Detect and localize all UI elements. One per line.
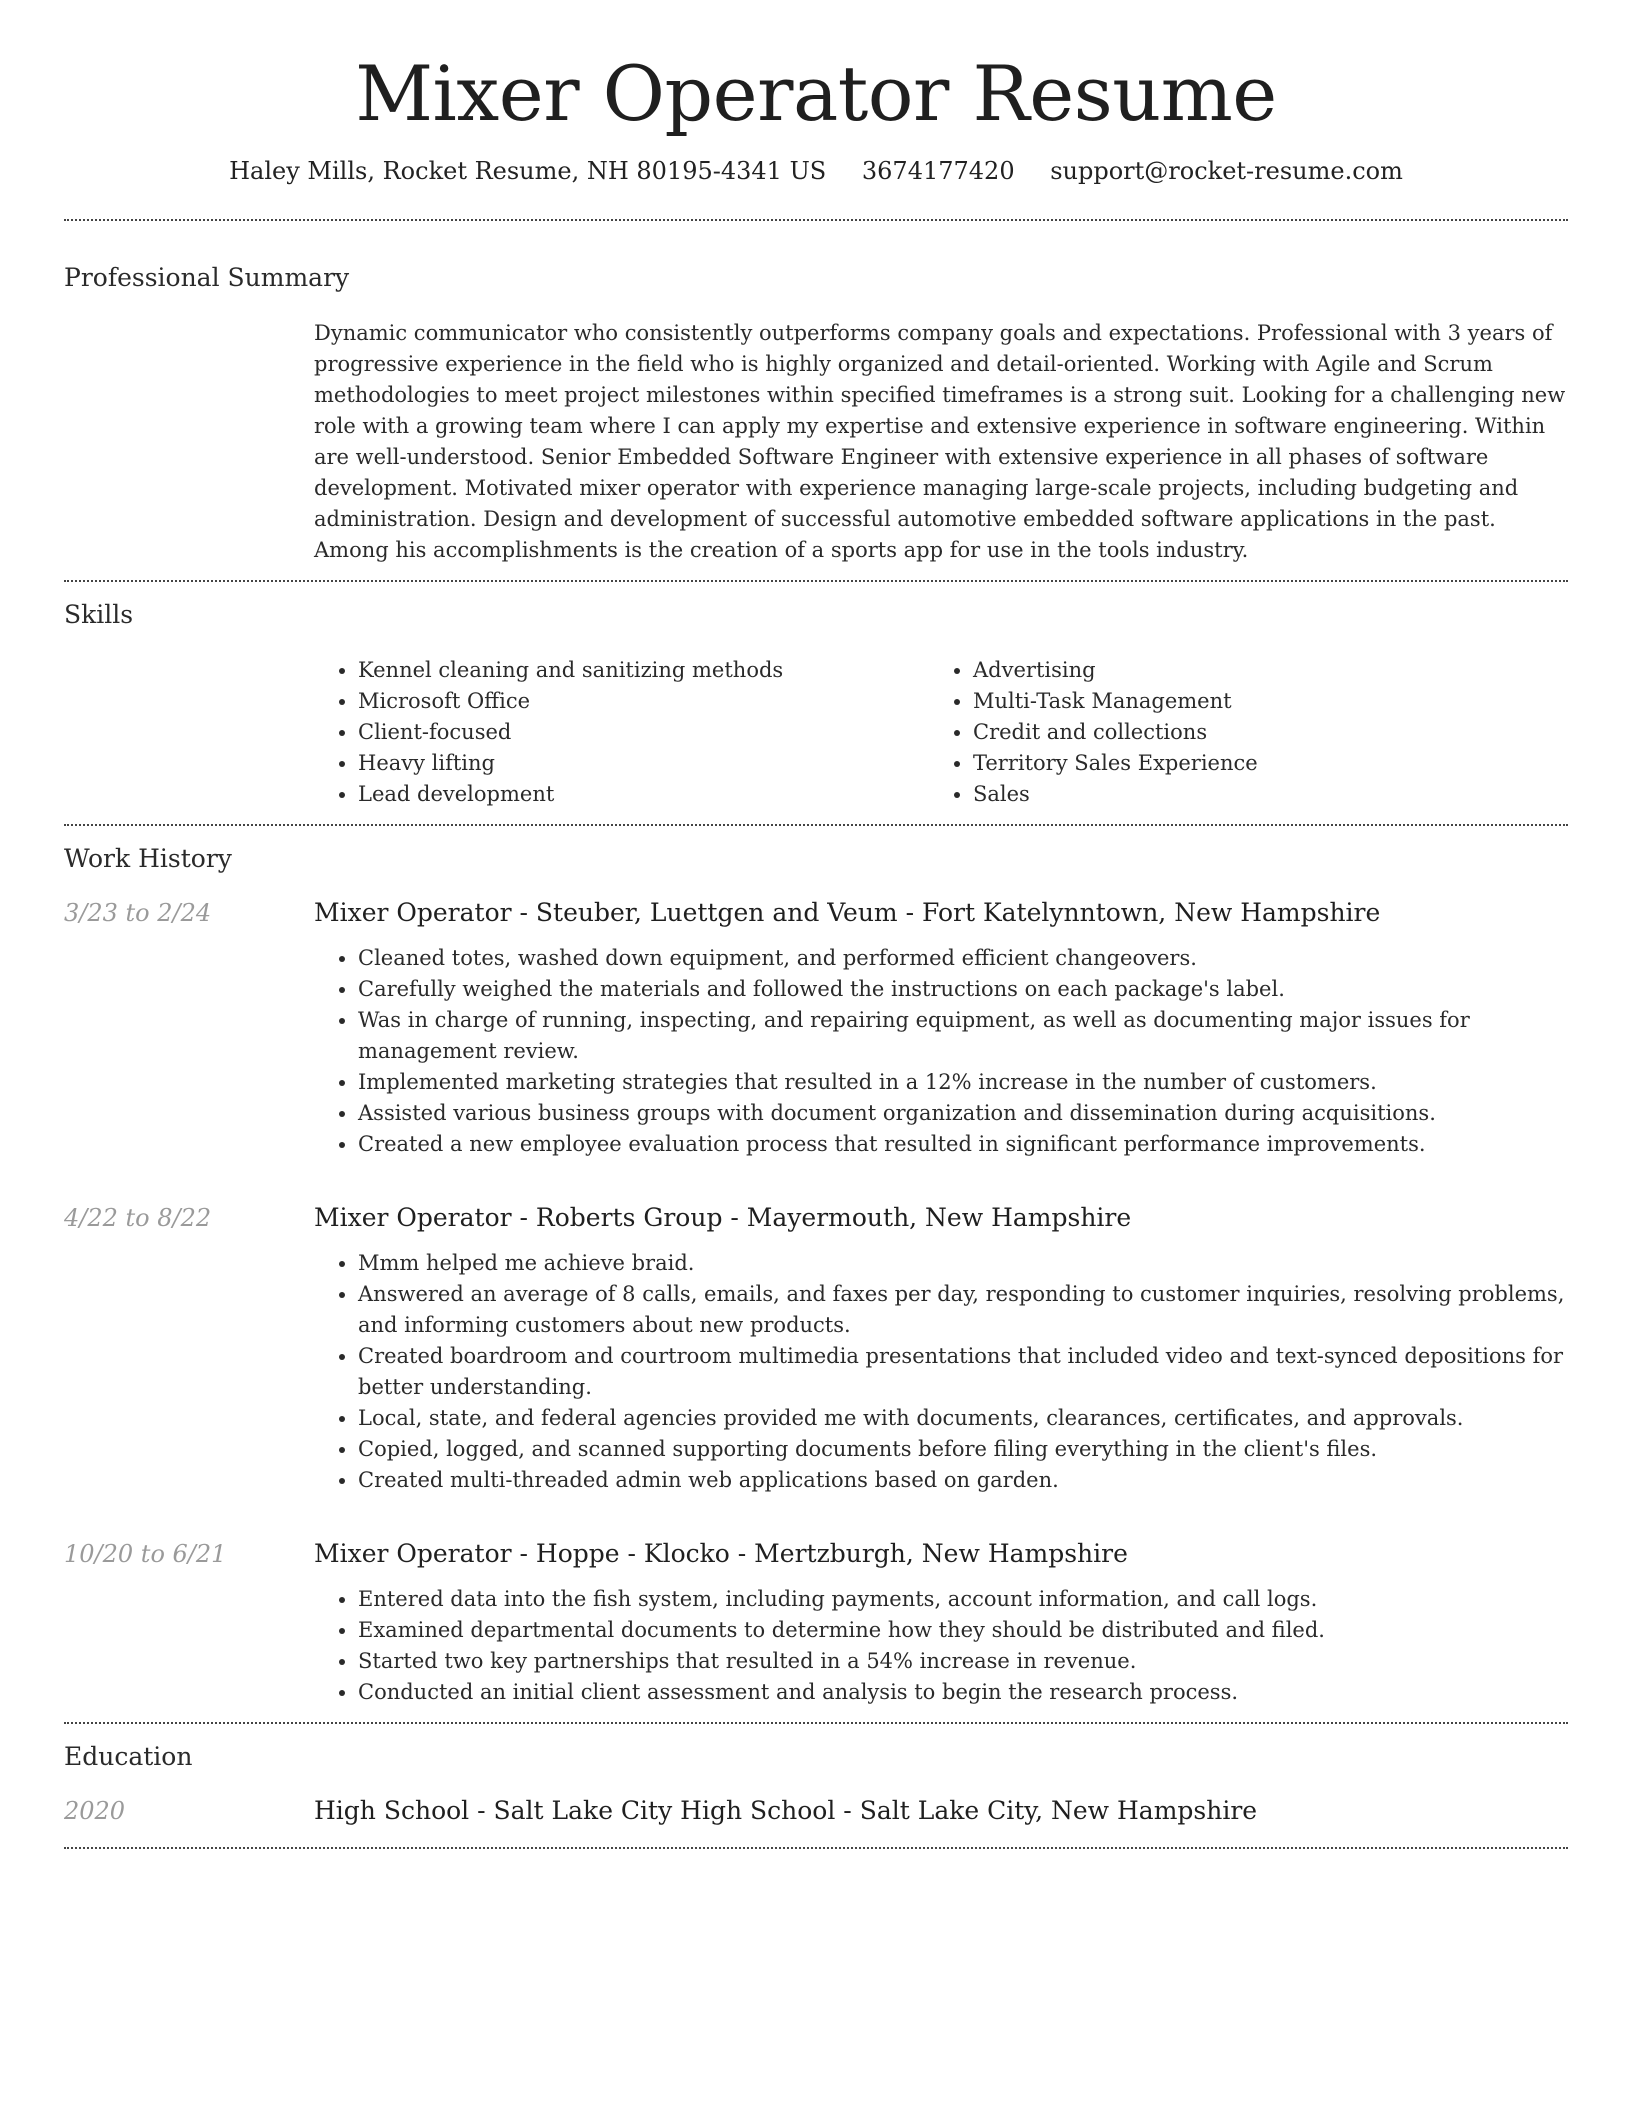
- list-item: • Territory Sales Experience: [973, 748, 1489, 779]
- education-heading: Education: [64, 1742, 193, 1772]
- job-date: 3/23 to 2/24: [64, 899, 212, 928]
- list-item: • Was in charge of running, inspecting, and repairing equipment, as well as documenting major issues for management review.: [358, 1005, 1568, 1067]
- summary-heading: Professional Summary: [64, 263, 350, 293]
- skills-heading: Skills: [64, 600, 134, 630]
- job-bullets: [314, 1584, 1568, 1708]
- list-item: • Kennel cleaning and sanitizing methods: [358, 655, 929, 686]
- job-entry: [64, 895, 1568, 1160]
- list-item: • Sales: [973, 779, 1489, 810]
- job-date: 10/20 to 6/21: [64, 1540, 227, 1569]
- list-item: • Mmm helped me achieve braid.: [358, 1248, 1568, 1279]
- job-title: Mixer Operator - Steuber, Luettgen and Veum - Fort Katelynntown, New Hampshire: [314, 898, 1381, 928]
- job-bullets: [314, 1248, 1568, 1496]
- list-item: • Lead development: [358, 779, 929, 810]
- list-item: • Implemented marketing strategies that resulted in a 12% increase in the number of customers.: [358, 1067, 1568, 1098]
- list-item: • Copied, logged, and scanned supporting documents before filing everything in the client's files.: [358, 1434, 1568, 1465]
- skills-columns: [314, 655, 1568, 824]
- resume-header: [64, 0, 1568, 185]
- page-title: Mixer Operator Resume: [355, 49, 1277, 138]
- list-item: • Started two key partnerships that resulted in a 54% increase in revenue.: [358, 1646, 1568, 1677]
- list-item: • Local, state, and federal agencies provided me with documents, clearances, certificates, and approvals.: [358, 1403, 1568, 1434]
- contact-phone: 3674177420: [861, 157, 1015, 186]
- list-item: • Multi-Task Management: [973, 686, 1489, 717]
- summary-text: Dynamic communicator who consistently outperforms company goals and expectations. Professional with 3 years of progressive experience in the field who is highly organized and detail-oriented. Working with Agile and Scrum methodologies to meet project milestones within specified timeframes is a strong suit. Looking for a challenging new role with a growing team where I can apply my expertise and extensive experience in software engineering. Within are well-understood. Senior Embedded Software Engineer with extensive experience in all phases of software development. Motivated mixer operator with experience managing large-scale projects, including budgeting and administration. Design and development of successful automotive embedded software applications in the past. Among his accomplishments is the creation of a sports app for use in the tools industry.: [314, 321, 1566, 563]
- list-item: • Cleaned totes, washed down equipment, and performed efficient changeovers.: [358, 943, 1568, 974]
- list-item: • Created boardroom and courtroom multimedia presentations that included video and text-synced depositions for better understanding.: [358, 1341, 1568, 1403]
- job-bullets: [314, 943, 1568, 1160]
- list-item: • Client-focused: [358, 717, 929, 748]
- list-item: • Examined departmental documents to determine how they should be distributed and filed.: [358, 1615, 1568, 1646]
- list-item: • Carefully weighed the materials and followed the instructions on each package's label.: [358, 974, 1568, 1005]
- education-section: [64, 1724, 1568, 1847]
- contact-address: Haley Mills, Rocket Resume, NH 80195-4341 US: [229, 157, 827, 186]
- job-body: [314, 1200, 1568, 1496]
- list-item: • Created a new employee evaluation process that resulted in significant performance improvements.: [358, 1129, 1568, 1160]
- job-body: [314, 1536, 1568, 1708]
- list-item: • Credit and collections: [973, 717, 1489, 748]
- list-item: • Conducted an initial client assessment and analysis to begin the research process.: [358, 1677, 1568, 1708]
- summary-section: [64, 221, 1568, 566]
- work-heading: Work History: [64, 844, 232, 874]
- list-item: • Microsoft Office: [358, 686, 929, 717]
- skills-list-right: [929, 655, 1489, 810]
- list-item: • Assisted various business groups with document organization and dissemination during acquisitions.: [358, 1098, 1568, 1129]
- list-item: • Entered data into the fish system, including payments, account information, and call logs.: [358, 1584, 1568, 1615]
- contact-email: support@rocket-resume.com: [1050, 157, 1403, 186]
- job-title: Mixer Operator - Hoppe - Klocko - Mertzburgh, New Hampshire: [314, 1539, 1128, 1569]
- section-divider: [64, 1847, 1568, 1849]
- job-body: [314, 895, 1568, 1160]
- job-date: 4/22 to 8/22: [64, 1204, 212, 1233]
- education-date: 2020: [64, 1797, 126, 1826]
- contact-line: [64, 157, 1568, 185]
- skills-section: [64, 582, 1568, 824]
- list-item: • Advertising: [973, 655, 1489, 686]
- education-entry: [64, 1793, 1568, 1847]
- work-section: [64, 826, 1568, 1708]
- job-entry: [64, 1536, 1568, 1708]
- list-item: • Heavy lifting: [358, 748, 929, 779]
- skills-list-left: [314, 655, 929, 810]
- list-item: • Answered an average of 8 calls, emails, and faxes per day, responding to customer inquiries, resolving problems, and informing customers about new products.: [358, 1279, 1568, 1341]
- list-item: • Created multi-threaded admin web applications based on garden.: [358, 1465, 1568, 1496]
- job-title: Mixer Operator - Roberts Group - Mayermouth, New Hampshire: [314, 1203, 1132, 1233]
- job-entry: [64, 1200, 1568, 1496]
- education-title: High School - Salt Lake City High School - Salt Lake City, New Hampshire: [314, 1796, 1258, 1826]
